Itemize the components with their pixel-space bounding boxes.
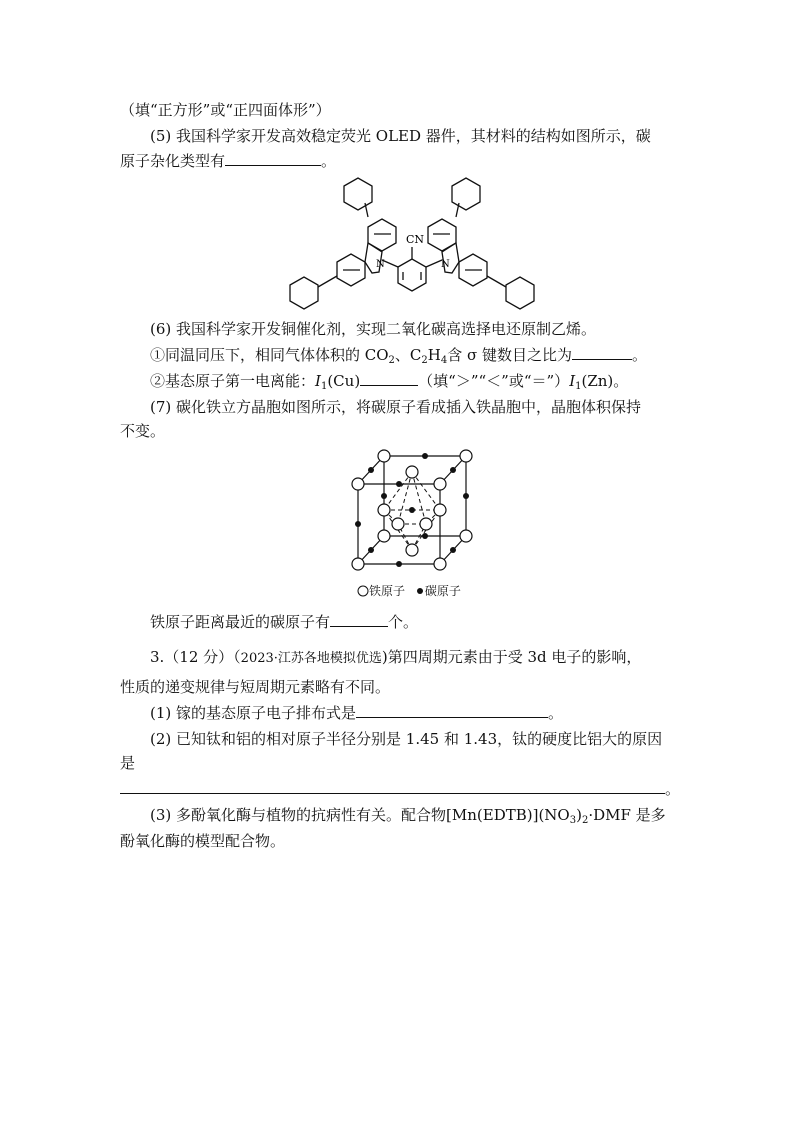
q3-p2-answer-blank[interactable] xyxy=(120,779,665,794)
legend-c-label: 碳原子 xyxy=(424,584,461,598)
q5-line1: (5) 我国科学家开发高效稳定荧光 OLED 器件，其材料的结构如图所示，碳 xyxy=(150,127,651,145)
q3-heading-line2: 性质的递变规律与短周期元素略有不同。 xyxy=(120,678,391,696)
q6-1-line xyxy=(150,345,647,365)
q6-1-text-d: 含 σ 键数目之比为 xyxy=(447,346,573,364)
no3-paren: ) xyxy=(576,806,582,824)
fill-hint: （填“正方形”或“正四面体形”） xyxy=(120,101,331,119)
q6-1-text-a: ①同温同压下，相同气体体积的 CO xyxy=(150,346,389,364)
carbon-atom-legend-icon xyxy=(415,586,425,596)
q3-p3-line2: 酚氧化酶的模型配合物。 xyxy=(120,832,286,850)
q3-p2-end: 。 xyxy=(665,780,681,798)
q3-source: 2023·江苏各地模拟优选 xyxy=(240,651,382,666)
q3-heading-text: )第四周期元素由于受 3d 电子的影响， xyxy=(381,648,642,666)
q3-p2-line1: (2) 已知钛和铝的相对原子半径分别是 1.45 和 1.43，钛的硬度比铝大的原因 xyxy=(150,730,663,748)
co2-sub: 2 xyxy=(388,355,395,366)
i1-zn-sub: 1 xyxy=(575,381,582,392)
cn-label: CN xyxy=(406,233,425,246)
q7-line1: (7) 碳化铁立方晶胞如图所示，将碳原子看成插入铁晶胞中，晶胞体积保持 xyxy=(150,398,642,416)
i1-zn-symbol: I xyxy=(569,372,576,390)
iron-carbide-cell-figure xyxy=(348,446,478,576)
q6-1-end: 。 xyxy=(632,346,648,364)
q6-1-text-b: 、C xyxy=(394,346,422,364)
h4-sub: 4 xyxy=(440,355,448,366)
oled-molecule-figure xyxy=(282,172,544,312)
i1-cu-symbol: I xyxy=(315,372,321,390)
q6-line: (6) 我国科学家开发铜催化剂，实现二氧化碳高选择电还原制乙烯。 xyxy=(150,320,597,338)
n-label-left: N xyxy=(376,259,385,270)
i1-cu-sub: 1 xyxy=(320,381,328,392)
q3-heading xyxy=(150,647,641,669)
no3-sub: 3 xyxy=(569,815,577,826)
q3-number: 3.（12 分）（ xyxy=(150,648,241,666)
q3-p1-answer-blank[interactable] xyxy=(356,703,548,718)
q3-p3-tail: ·DMF 是多 xyxy=(588,806,666,824)
q3-p2-line2: 是 xyxy=(120,754,136,772)
cu-label: (Cu) xyxy=(327,372,361,390)
q3-p1-end: 。 xyxy=(548,704,564,722)
q7-ask-text: 铁原子距离最近的碳原子有 xyxy=(150,613,331,631)
q7-ask-line xyxy=(150,612,418,632)
q3-p2-answer-line xyxy=(120,779,680,799)
q6-1-answer-blank[interactable] xyxy=(572,345,632,360)
q6-2-end: 。 xyxy=(613,372,629,390)
n-label-right: N xyxy=(441,259,450,270)
legend-fe-label: 铁原子 xyxy=(369,584,406,598)
cell-legend xyxy=(357,582,461,599)
q6-2-hint: （填“＞”“＜”或“＝”） xyxy=(418,372,570,390)
q6-2-text: ②基态原子第一电离能： xyxy=(150,372,316,390)
q7-end: 个。 xyxy=(388,613,419,631)
q3-p3-line1 xyxy=(150,805,666,825)
q3-p1-text: (1) 镓的基态原子电子排布式是 xyxy=(150,704,357,722)
no3-count-sub: 2 xyxy=(581,815,589,826)
q5-answer-blank[interactable] xyxy=(225,151,321,166)
q5-end: 。 xyxy=(321,152,337,170)
q6-2-answer-blank[interactable] xyxy=(360,371,418,386)
q6-1-text-c: H xyxy=(427,346,441,364)
c2-sub: 2 xyxy=(421,355,428,366)
q7-answer-blank[interactable] xyxy=(330,612,388,627)
q3-p3-text: (3) 多酚氧化酶与植物的抗病性有关。配合物[Mn(EDTB)](NO xyxy=(150,806,570,824)
q5-text: 原子杂化类型有 xyxy=(120,152,226,170)
zn-label: (Zn) xyxy=(581,372,614,390)
q6-2-line xyxy=(150,371,628,391)
q5-line2 xyxy=(120,151,336,171)
q3-p1 xyxy=(150,703,563,723)
iron-atom-legend-icon xyxy=(357,585,369,597)
q7-line2: 不变。 xyxy=(120,422,166,440)
